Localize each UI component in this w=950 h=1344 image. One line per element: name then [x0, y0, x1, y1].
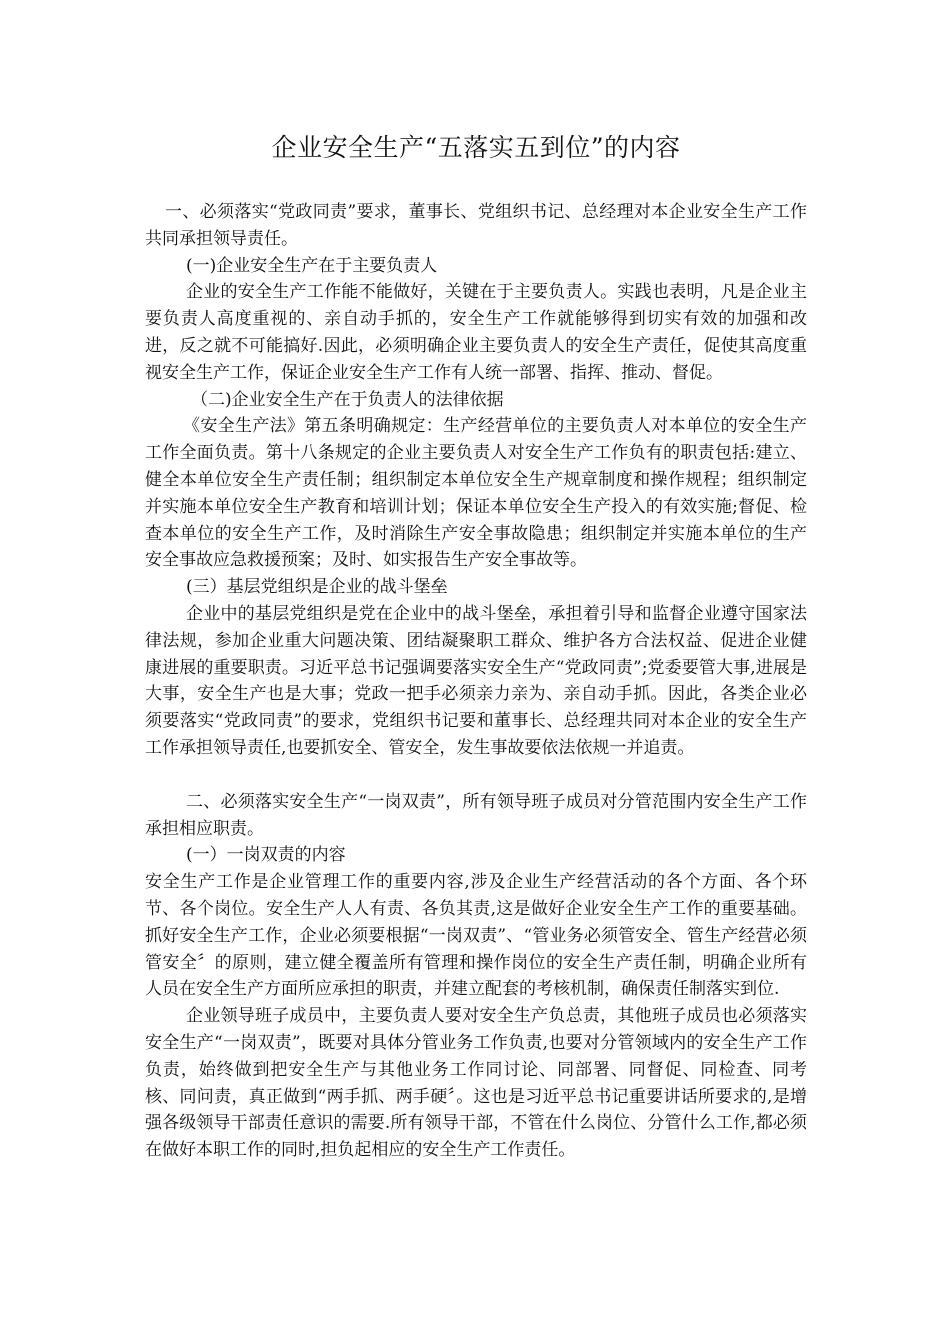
- subsection-1-3-heading: (三）基层党组织是企业的战斗堡垒: [186, 577, 448, 598]
- subsection-1-1-heading: (一)企业安全生产在于主要负责人: [186, 255, 438, 276]
- paragraph-1-3-body: 企业中的基层党组织是党在企业中的战斗堡垒，承担着引导和监督企业遵守国家法律法规，参加企业重大问题决策、团结凝聚职工群众、维护各方合法权益、促进企业健康进展的重要职责。习近平总书记强调要落实安全生产“党政同责”;党委要管大事,进展是大事，安全生产也是大事；党政一把手必须亲力亲为、亲自动手抓。因此，各类企业必须要落实“党政同责”的要求，党组织书记要和董事长、总经理共同对本企业的安全生产工作承担领导责任,也要抓安全、管安全，发生事故要依法依规一并追责。: [145, 603, 807, 758]
- subsection-1-2-heading: （二)企业安全生产在于负责人的法律依据: [191, 389, 504, 410]
- document-title: 企业安全生产“五落实五到位”的内容: [271, 133, 681, 162]
- subsection-2-1-heading: (一）一岗双责的内容: [186, 845, 346, 866]
- document-page: [145, 128, 807, 1164]
- paragraph-2-1-body: 安全生产工作是企业管理工作的重要内容,涉及企业生产经营活动的各个方面、各个环节、各个岗位。安全生产人人有责、各负其责,这是做好企业安全生产工作的重要基础。抓好安全生产工作，企业必须要根据“一岗双责”、“管业务必须管安全、管生产经营必须管安全〞的原则，建立健全覆盖所有管理和操作岗位的安全生产责任制，明确企业所有人员在安全生产方面所应承担的职责，并建立配套的考核机制，确保责任制落实到位.: [145, 872, 807, 1000]
- paragraph-1-1-body: 企业的安全生产工作能不能做好，关键在于主要负责人。实践也表明，凡是企业主要负责人高度重视的、亲自动手抓的，安全生产工作就能够得到切实有效的加强和改进，反之就不可能搞好.因此，必须明确企业主要负责人的安全生产责任，促使其高度重视安全生产工作，保证企业安全生产工作有人统一部署、指挥、推动、督促。: [145, 282, 807, 383]
- paragraph-1-2-body: 《安全生产法》第五条明确规定：生产经营单位的主要负责人对本单位的安全生产工作全面负责。第十八条规定的企业主要负责人对安全生产工作负有的职责包括:建立、健全本单位安全生产责任制；组织制定本单位安全生产规章制度和操作规程；组织制定并实施本单位安全生产教育和培训计划；保证本单位安全生产投入的有效实施;督促、检查本单位的安全生产工作，及时消除生产安全事故隐患；组织制定并实施本单位的生产安全事故应急救援预案；及时、如实报告生产安全事故等。: [145, 416, 807, 571]
- section-2-heading: 二、必须落实安全生产“一岗双责”，所有领导班子成员对分管范围内安全生产工作承担相应职责。: [145, 791, 807, 839]
- section-1-heading: 一、必须落实“党政同责”要求，董事长、党组织书记、总经理对本企业安全生产工作共同承担领导责任。: [145, 202, 807, 249]
- paragraph-2-2-body: 企业领导班子成员中，主要负责人要对安全生产负总责，其他班子成员也必须落实安全生产“一岗双责”，既要对具体分管业务工作负责,也要对分管领域内的安全生产工作负责，始终做到把安全生产与其他业务工作同讨论、同部署、同督促、同检查、同考核、同问责，真正做到“两手抓、两手硬〞。这也是习近平总书记重要讲话所要求的,是增强各级领导干部责任意识的需要.所有领导干部，不管在什么岗位、分管什么工作,都必须在做好本职工作的同时,担负起相应的安全生产工作责任。: [145, 1006, 807, 1161]
- section-spacer: [145, 762, 807, 789]
